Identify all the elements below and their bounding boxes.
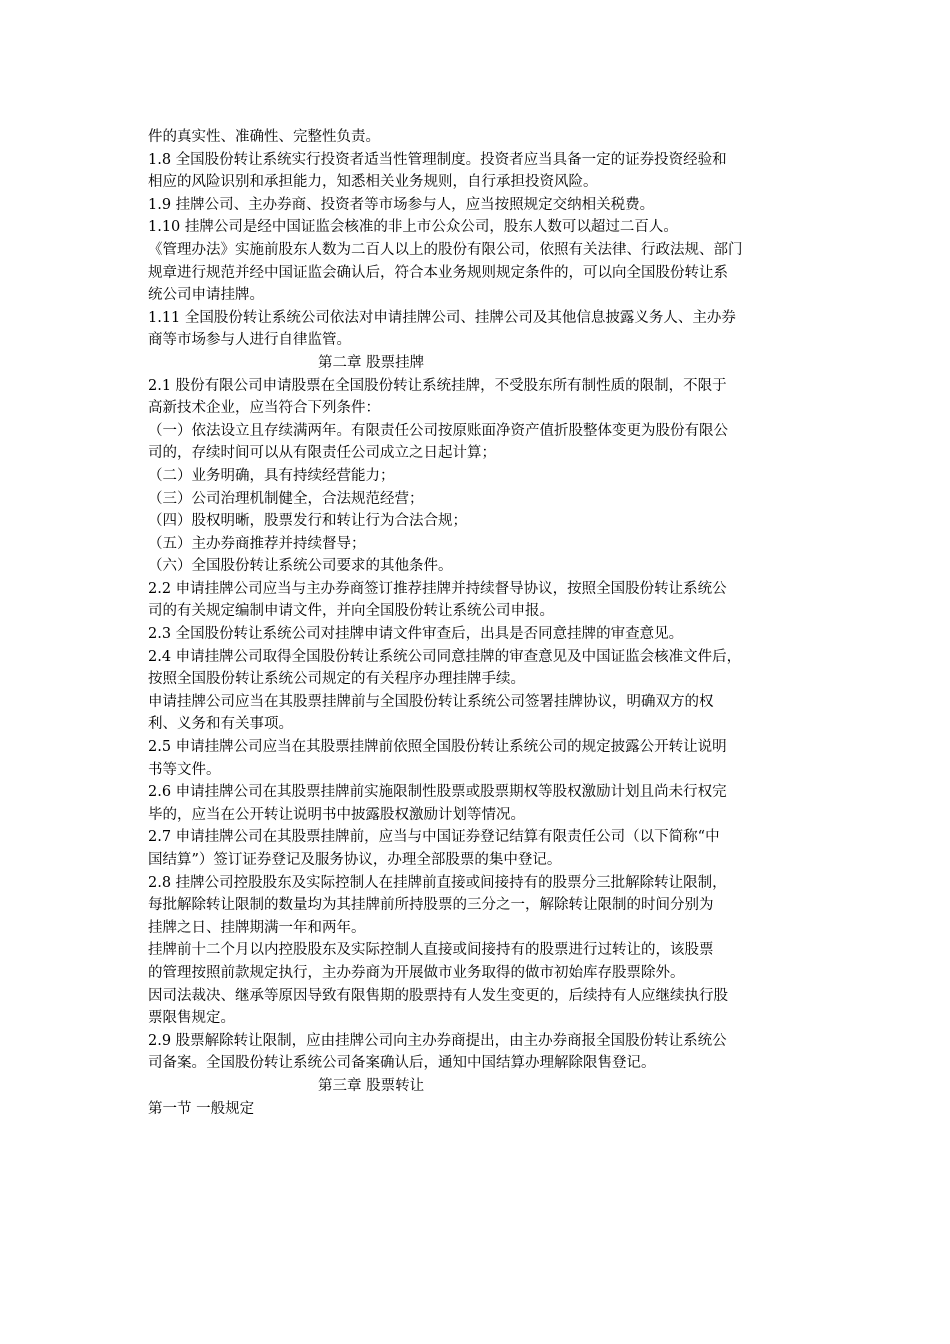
chapter-heading: 第三章 股票转让 [318, 1077, 425, 1094]
text-line: 《管理办法》实施前股东人数为二百人以上的股份有限公司，依照有关法律、行政法规、部门 [148, 241, 743, 258]
text-line: （一）依法设立且存续满两年。有限责任公司按原账面净资产值折股整体变更为股份有限公 [148, 422, 728, 439]
text-line: 每批解除转让限制的数量均为其挂牌前所持股票的三分之一，解除转让限制的时间分别为 [148, 897, 714, 914]
text-line: 2.9 股票解除转让限制，应由挂牌公司向主办券商提出，由主办券商报全国股份转让系统公 [148, 1032, 727, 1049]
text-line: （六）全国股份转让系统公司要求的其他条件。 [148, 558, 453, 575]
text-line: 司备案。全国股份转让系统公司备案确认后，通知中国结算办理解除限售登记。 [148, 1055, 656, 1072]
text-line: 挂牌之日、挂牌期满一年和两年。 [148, 919, 366, 936]
text-line: 票限售规定。 [148, 1010, 235, 1027]
text-line: 书等文件。 [148, 761, 221, 778]
text-line: 高新技术企业，应当符合下列条件： [148, 400, 380, 417]
text-line: （三）公司治理机制健全，合法规范经营； [148, 490, 424, 507]
text-line: 1.11 全国股份转让系统公司依法对申请挂牌公司、挂牌公司及其他信息披露义务人、主办券 [148, 309, 736, 326]
text-line: 申请挂牌公司应当在其股票挂牌前与全国股份转让系统公司签署挂牌协议，明确双方的权 [148, 693, 714, 710]
text-line: 商等市场参与人进行自律监管。 [148, 332, 351, 349]
text-line: 2.1 股份有限公司申请股票在全国股份转让系统挂牌，不受股东所有制性质的限制，不限于 [148, 377, 727, 394]
text-line: 2.4 申请挂牌公司取得全国股份转让系统公司同意挂牌的审查意见及中国证监会核准文件后， [148, 648, 742, 665]
text-line: 挂牌前十二个月以内控股股东及实际控制人直接或间接持有的股票进行过转让的，该股票 [148, 942, 714, 959]
text-line: 第一节 一般规定 [148, 1100, 255, 1117]
text-line: 司的有关规定编制申请文件，并向全国股份转让系统公司申报。 [148, 603, 554, 620]
text-line: （二）业务明确，具有持续经营能力； [148, 467, 395, 484]
chapter-heading: 第二章 股票挂牌 [318, 354, 425, 371]
text-line: 利、义务和有关事项。 [148, 716, 293, 733]
text-line: 2.6 申请挂牌公司在其股票挂牌前实施限制性股票或股票期权等股权激励计划且尚未行权完 [148, 784, 727, 801]
text-line: 1.10 挂牌公司是经中国证监会核准的非上市公众公司，股东人数可以超过二百人。 [148, 219, 678, 236]
text-line: （五）主办券商推荐并持续督导； [148, 535, 366, 552]
text-line: 司的，存续时间可以从有限责任公司成立之日起计算； [148, 445, 496, 462]
text-line: 相应的风险识别和承担能力，知悉相关业务规则，自行承担投资风险。 [148, 174, 598, 191]
text-line: 2.3 全国股份转让系统公司对挂牌申请文件审查后，出具是否同意挂牌的审查意见。 [148, 626, 684, 643]
text-line: 2.5 申请挂牌公司应当在其股票挂牌前依照全国股份转让系统公司的规定披露公开转让说明 [148, 739, 727, 756]
text-line: 按照全国股份转让系统公司规定的有关程序办理挂牌手续。 [148, 671, 525, 688]
text-line: 2.8 挂牌公司控股股东及实际控制人在挂牌前直接或间接持有的股票分三批解除转让限制， [148, 874, 727, 891]
text-line: 1.8 全国股份转让系统实行投资者适当性管理制度。投资者应当具备一定的证券投资经验和 [148, 151, 727, 168]
text-line: 件的真实性、准确性、完整性负责。 [148, 129, 380, 145]
document-page [148, 126, 816, 1120]
text-line: 2.2 申请挂牌公司应当与主办券商签订推荐挂牌并持续督导协议，按照全国股份转让系统公 [148, 580, 727, 597]
text-line: （四）股权明晰，股票发行和转让行为合法合规； [148, 513, 467, 530]
text-line: 规章进行规范并经中国证监会确认后，符合本业务规则规定条件的，可以向全国股份转让系 [148, 264, 728, 281]
text-line: 1.9 挂牌公司、主办券商、投资者等市场参与人，应当按照规定交纳相关税费。 [148, 196, 655, 213]
text-line: 统公司申请挂牌。 [148, 287, 264, 304]
text-line: 2.7 申请挂牌公司在其股票挂牌前，应当与中国证券登记结算有限责任公司（以下简称“中 [148, 829, 720, 846]
text-line: 毕的，应当在公开转让说明书中披露股权激励计划等情况。 [148, 806, 525, 823]
text-line: 因司法裁决、继承等原因导致有限售期的股票持有人发生变更的，后续持有人应继续执行股 [148, 987, 728, 1004]
text-line: 国结算”）签订证券登记及服务协议，办理全部股票的集中登记。 [148, 852, 562, 868]
text-line: 的管理按照前款规定执行，主办券商为开展做市业务取得的做市初始库存股票除外。 [148, 964, 685, 981]
